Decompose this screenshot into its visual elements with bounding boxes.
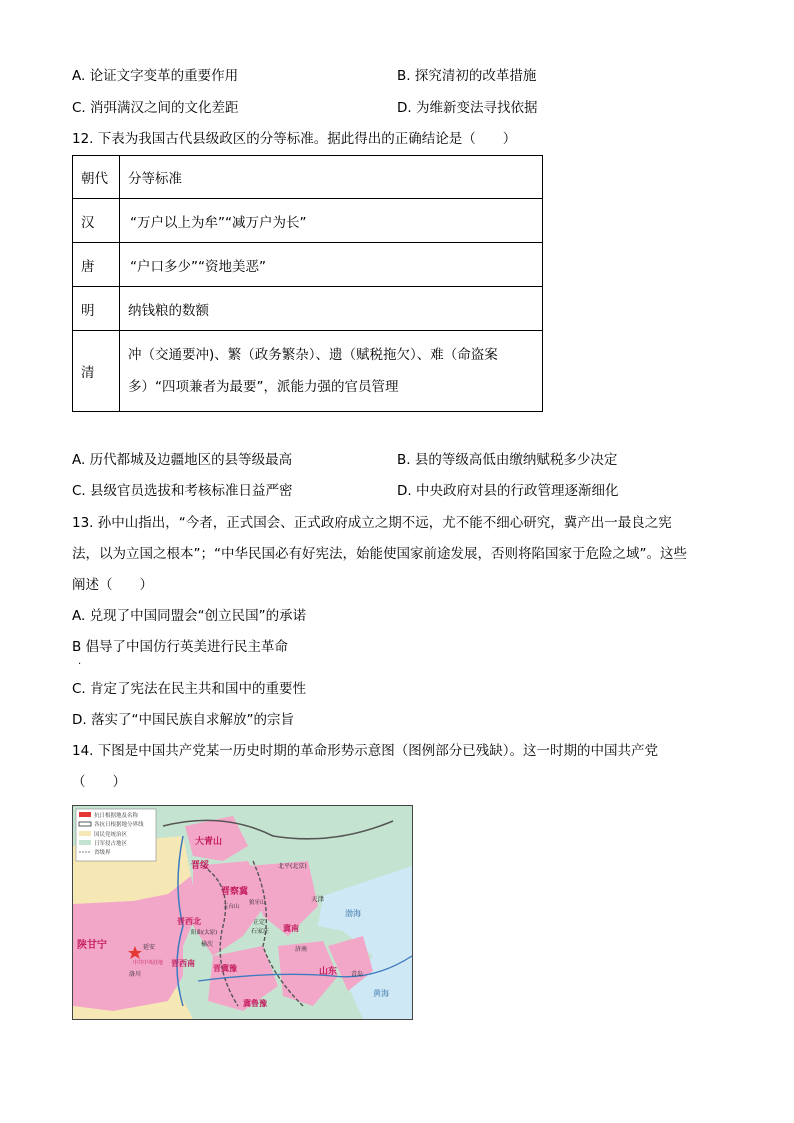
- q11-option-a: A. 论证文字变革的重要作用: [72, 68, 239, 84]
- table-cell-standard-line1: 冲（交通要冲)、繁（政务繁杂）、遗（赋税拖欠）、难（命盗案: [128, 347, 498, 363]
- legend-swatch: [79, 812, 91, 817]
- map-label-jiluyu: 冀鲁豫: [243, 999, 267, 1008]
- q13-option-b: B 倡导了中国仿行英美进行民主革命: [72, 639, 289, 655]
- table-cell-standard-line2: 多）“四项兼者为最要”，派能力强的官员管理: [128, 379, 399, 395]
- map-label-jinsui: 晋绥: [191, 861, 210, 871]
- q13-stem-line1: 13. 孙中山指出，“今者，正式国会、正式政府成立之期不远，尤不能不细心研究，冀产出一最良之宪: [72, 515, 672, 531]
- map-label-shandong: 山东: [319, 967, 338, 977]
- table-header-standard: 分等标准: [120, 156, 543, 199]
- stray-dot: .: [78, 656, 82, 667]
- table-header-dynasty: 朝代: [73, 156, 120, 199]
- q14-stem-line2: （ ）: [72, 774, 126, 790]
- map-label-shaanganning: 陕甘宁: [77, 940, 107, 951]
- q12-option-c: C. 县级官员选拔和考核标准日益严密: [72, 483, 293, 499]
- map-label-jinan-base: 冀南: [283, 924, 299, 933]
- map-place-yangqu: 阳曲(太原): [191, 930, 218, 936]
- map-label-jinxinan: 晋西南: [171, 959, 195, 968]
- legend-text: 省级界: [94, 850, 111, 856]
- q13-option-a: A. 兑现了中国同盟会“创立民国”的承诺: [72, 608, 307, 624]
- map-place-luochuan: 洛川: [129, 971, 142, 978]
- table-cell-standard: 纳钱粮的数额: [120, 287, 543, 331]
- q13-option-d: D. 落实了“中国民族自求解放”的宗旨: [72, 712, 294, 728]
- legend-text: 日军侵占地区: [94, 841, 128, 847]
- q13-option-c: C. 肯定了宪法在民主共和国中的重要性: [72, 681, 307, 697]
- table-row: [73, 199, 543, 243]
- q12-stem: 12. 下表为我国古代县级政区的分等标准。据此得出的正确结论是（ ）: [72, 131, 517, 147]
- map-label-daqingshan: 大青山: [195, 837, 223, 847]
- table-row: [73, 331, 543, 412]
- map-place-shijiazhuang: 石家庄: [251, 928, 270, 935]
- map-place-langyashan: 狼牙山: [249, 900, 266, 906]
- map-place-jinan: 济南: [295, 946, 308, 953]
- table-cell-dynasty: 清: [73, 331, 120, 412]
- q13-stem-line2: 法，以为立国之根本”；“中华民国必有好宪法，始能使国家前途发展，否则将陷国家于危险之域”。这些: [72, 546, 687, 562]
- legend-swatch: [79, 840, 91, 845]
- map-place-yuci: 榆次: [201, 941, 214, 948]
- map-water-huanghai: 黄海: [373, 989, 389, 998]
- q12-option-d: D. 中央政府对县的行政管理逐渐细化: [397, 483, 619, 499]
- table-cell-dynasty: 唐: [73, 243, 120, 287]
- table-cell-standard: “万户以上为牟”“减万户为长”: [120, 199, 543, 243]
- map-place-qingdao: 青岛: [351, 971, 364, 978]
- map-label-jinxibei: 晋西北: [177, 917, 201, 926]
- q11-option-d: D. 为维新变法寻找依据: [397, 100, 538, 116]
- revolution-map: [72, 805, 413, 1020]
- table-cell-standard: “户口多少”“资地美恶”: [120, 243, 543, 287]
- q12-option-b: B. 县的等级高低由缴纳赋税多少决定: [397, 452, 618, 468]
- map-water-bohai: 渤海: [345, 909, 361, 918]
- map-place-tianjin: 天津: [311, 895, 324, 903]
- q11-option-c: C. 消弭满汉之间的文化差距: [72, 100, 239, 116]
- table-row: [73, 243, 543, 287]
- q11-option-b: B. 探究清初的改革措施: [397, 68, 537, 84]
- map-label-jinjiyu: 晋冀豫: [213, 964, 237, 973]
- map-place-yanan: 延安: [143, 944, 156, 951]
- map-place-zhengding: 正定: [253, 919, 266, 926]
- q13-stem-line3: 阐述（ ）: [72, 577, 153, 593]
- table-cell-standard: [120, 331, 543, 412]
- table-cell-dynasty: 汉: [73, 199, 120, 243]
- legend-text: 抗日根据地及名称: [94, 813, 139, 819]
- q12-table: [72, 155, 543, 412]
- map-place-wutaishan: 五台山: [223, 904, 240, 910]
- legend-text: 各抗日根据地分界线: [94, 822, 144, 828]
- map-place-zhongyang: 中共中央驻地: [133, 960, 164, 966]
- map-place-beiping: 北平(北京): [278, 863, 307, 870]
- q14-stem-line1: 14. 下图是中国共产党某一历史时期的革命形势示意图（图例部分已残缺）。这一时期的中国共产党: [72, 743, 659, 759]
- legend-swatch: [79, 831, 91, 836]
- map-label-jinchaji: 晋察冀: [221, 887, 249, 897]
- table-header-row: [73, 156, 543, 199]
- q12-option-a: A. 历代都城及边疆地区的县等级最高: [72, 452, 293, 468]
- table-row: [73, 287, 543, 331]
- legend-text: 国民党统治区: [94, 832, 128, 838]
- table-cell-dynasty: 明: [73, 287, 120, 331]
